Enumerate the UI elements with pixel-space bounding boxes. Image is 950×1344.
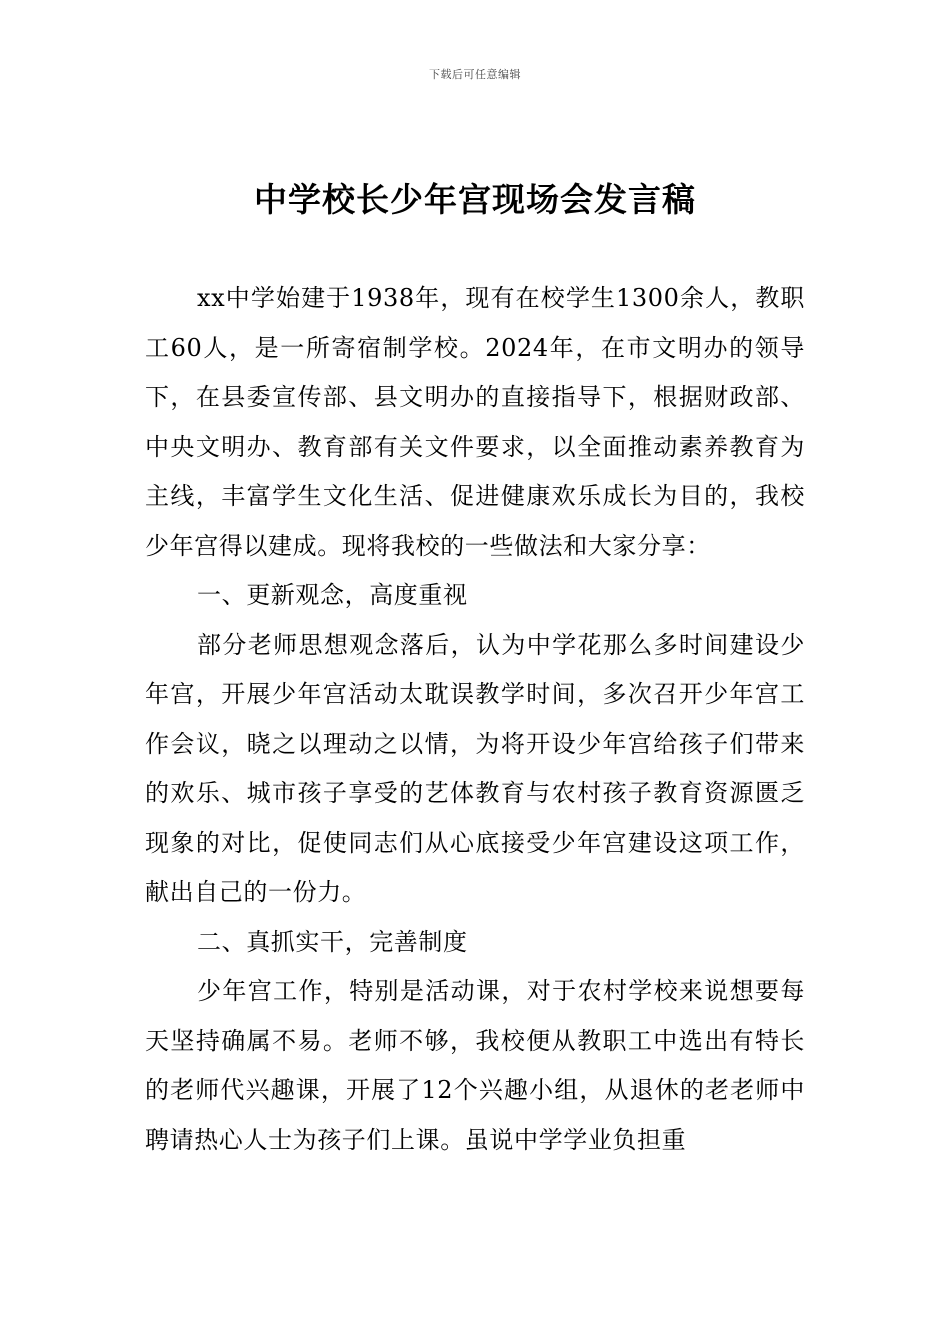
document-body [145,274,805,1165]
paragraph-intro: xx中学始建于1938年，现有在校学生1300余人，教职工60人，是一所寄宿制学校。2024年，在市文明办的领导下，在县委宣传部、县文明办的直接指导下，根据财政部、中央文明办、教育部有关文件要求，以全面推动素养教育为主线，丰富学生文化生活、促进健康欢乐成长为目的，我校少年宫得以建成。现将我校的一些做法和大家分享： [145,284,805,560]
paragraph-section-1: 部分老师思想观念落后，认为中学花那么多时间建设少年宫，开展少年宫活动太耽误教学时间，多次召开少年宫工作会议，晓之以理动之以情，为将开设少年宫给孩子们带来的欢乐、城市孩子享受的艺体教育与农村孩子教育资源匮乏现象的对比，促使同志们从心底接受少年宫建设这项工作，献出自己的一份力。 [145,630,805,906]
section-heading-1: 一、更新观念，高度重视 [197,581,468,609]
section-heading-2: 二、真抓实干，完善制度 [197,927,468,956]
header-note: 下载后可任意编辑 [429,68,521,81]
document-title: 中学校长少年宫现场会发言稿 [254,180,696,219]
paragraph-section-2: 少年宫工作，特别是活动课，对于农村学校来说想要每天坚持确属不易。老师不够，我校便从教职工中选出有特长的老师代兴趣课，开展了12个兴趣小组，从退休的老老师中聘请热心人士为孩子们上课。虽说中学学业负担重 [145,977,805,1154]
